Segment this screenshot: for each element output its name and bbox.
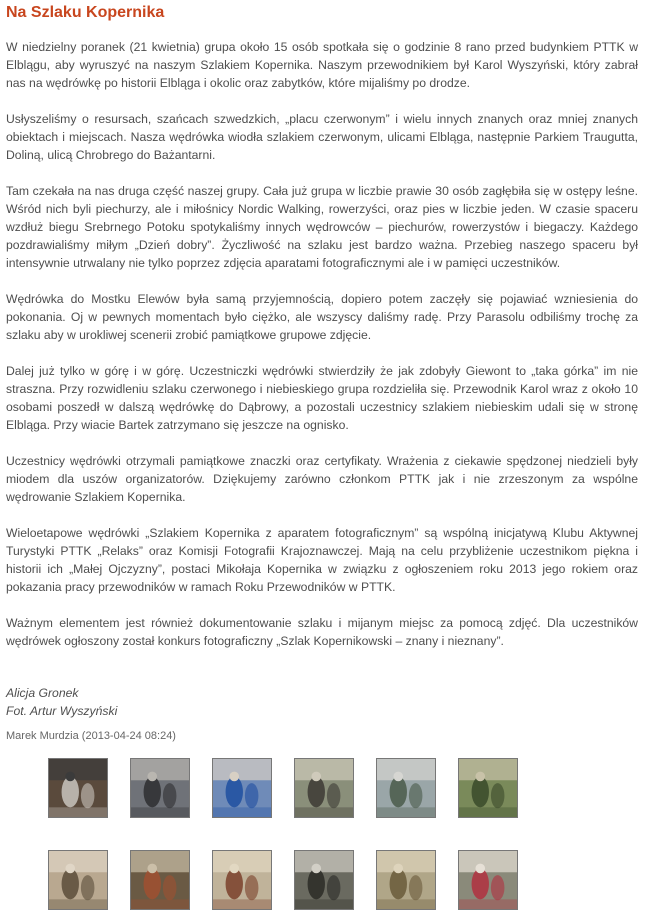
hiker-in-woods-photo[interactable]: [212, 850, 272, 910]
photo-image: [377, 851, 435, 909]
hikers-on-trail-photo[interactable]: [294, 758, 354, 818]
photo-image: [49, 851, 107, 909]
author-name: Alicja Gronek: [6, 686, 79, 700]
dog-on-trail-photo[interactable]: [376, 850, 436, 910]
photo-image: [295, 759, 353, 817]
group-in-forest-photo[interactable]: [130, 850, 190, 910]
guide-in-blue-jacket-photo[interactable]: [212, 758, 272, 818]
photo-image: [459, 851, 517, 909]
article-paragraph: Uczestnicy wędrówki otrzymali pamiątkowe znaczki oraz certyfikaty. Wrażenia z ciekawie spędzonej niedzieli były miodem dla uszów organizatorów. Dziękujemy zarówno członkom PTTK jak i nie zrzeszonym za wspólne wędrowanie Szlakiem Kopernika.: [6, 454, 638, 504]
photo-image: [459, 759, 517, 817]
photo-image: [295, 851, 353, 909]
group-in-park-photo[interactable]: [376, 758, 436, 818]
photo-credit: Fot. Artur Wyszyński: [6, 704, 118, 718]
group-near-building-photo[interactable]: [458, 758, 518, 818]
article-paragraph: Usłyszeliśmy o resursach, szańcach szwedzkich, „placu czerwonym” i wielu innych znanych oraz mniej znanych obiektach i miejscach. Nasza wędrówka wiodła szlakiem czerwonym, ulicami Elbląga, następnie Parkiem Traugutta, Doliną, ulicą Chrobrego do Bażantarni.: [6, 112, 638, 162]
photo-image: [377, 759, 435, 817]
article-body: [6, 38, 638, 668]
photo-image: [131, 759, 189, 817]
post-meta: Marek Murdzia (2013-04-24 08:24): [6, 730, 176, 742]
article-paragraph: Tam czekała na nas druga część naszej grupy. Cała już grupa w liczbie prawie 30 osób zagłębiła się w ostępy leśne. Wśród nich byli piechurzy, ale i miłośnicy Nordic Walking, rowerzyści, oraz pies w liczbie jeden. W czasie spaceru wzdłuż biegu Srebrnego Potoku spotykaliśmy innych wędrowców – piechurów, rowerzystów i biegaczy. Każdego pozdrawialiśmy miłym „Dzień dobry”. Życzliwość na szlaku jest bardzo ważna. Przebieg naszego spaceru był intensywnie utrwalany nie tylko poprzez zdjęcia aparatami fotograficznymi ale i w pamięci uczestników.: [6, 184, 638, 270]
photo-image: [213, 759, 271, 817]
article-paragraph: Ważnym elementem jest również dokumentowanie szlaku i mijanym miejsc za pomocą zdjęć. Dla uczestników wędrówek ogłoszony został konkurs fotograficzny „Szlak Kopernikowski – znany i nieznany”.: [6, 616, 638, 648]
photo-image: [213, 851, 271, 909]
forest-path-photo[interactable]: [48, 850, 108, 910]
photo-image: [49, 759, 107, 817]
article-paragraph: Wędrówka do Mostku Elewów była samą przyjemnością, dopiero potem zaczęły się pojawiać wzniesienia do pokonania. Oj w pewnych momentach było ciężko, ale wszyscy daliśmy radę. Przy Parasolu odbiliśmy trochę za szlaku aby w urokliwej scenerii zrobić pamiątkowe grupowe zdjęcie.: [6, 292, 638, 342]
article-paragraph: Wieloetapowe wędrówki „Szlakiem Kopernika z aparatem fotograficznym” są wspólną inicjatywą Klubu Aktywnej Turystyki PTTK „Relaks” oraz Komisji Fotografii Krajoznawczej. Mają na celu przybliżenie uczestnikom piękna i historii ich „Małej Ojczyzny”, postaci Mikołaja Kopernika w związku z ogłoszeniem roku 2013 jego rokiem oraz pokazania pracy przewodników w ramach Roku Przewodników w PTTK.: [6, 526, 638, 594]
photo-image: [131, 851, 189, 909]
woman-with-camera-photo[interactable]: [48, 758, 108, 818]
article-paragraph: Dalej już tylko w górę i w górę. Uczestniczki wędrówki stwierdziły że jak zdobyły Giewont to „taka górka” im nie straszna. Przy rozwidleniu szlaku czerwonego i niebieskiego grupa rozdzieliła się. Przewodnik Karol wraz z około 10 osobami poszedł w dalszą wędrówkę do Dąbrowy, a pozostali uczestnicy szlakiem niebieskim udali się w stronę Elbląga. Przy wiacie Bartek zatrzymano się jeszcze na ognisko.: [6, 364, 638, 432]
article-paragraph: W niedzielny poranek (21 kwietnia) grupa około 15 osób spotkała się o godzinie 8 rano przed budynkiem PTTK w Elblągu, aby wyruszyć na naszym Szlakiem Kopernika. Naszym przewodnikiem był Karol Wyszyński, który zabrał nas na wędrówkę po historii Elbląga i okolic oraz zabytków, które mijaliśmy po drodze.: [6, 40, 638, 90]
article-signature: [6, 684, 117, 720]
man-with-map-photo[interactable]: [130, 758, 190, 818]
page-title: Na Szlaku Kopernika: [6, 4, 165, 21]
group-photo-shelter[interactable]: [458, 850, 518, 910]
footbridge-photo[interactable]: [294, 850, 354, 910]
